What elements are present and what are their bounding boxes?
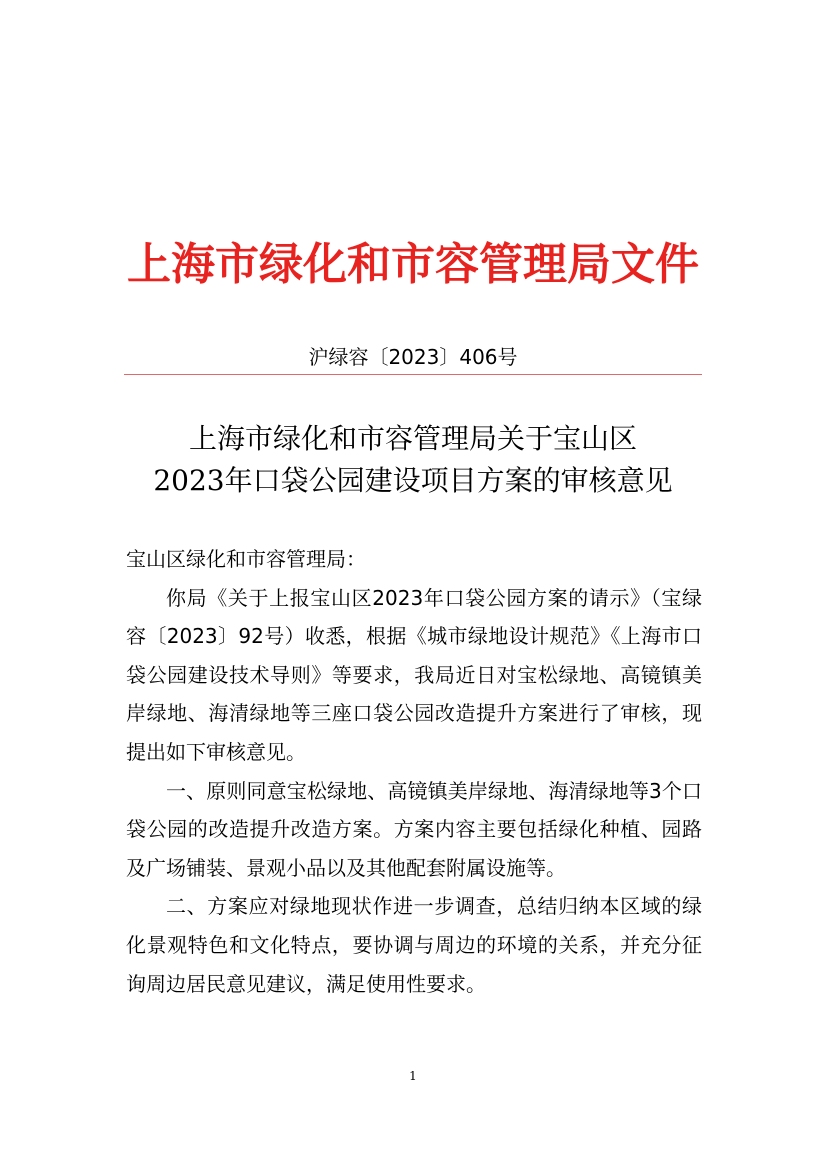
masthead-title: 上海市绿化和市容管理局文件 [127,239,699,290]
paragraph-1: 你局《关于上报宝山区2023年口袋公园方案的请示》（宝绿容〔2023〕92号）收悉，根据《城市绿地设计规范》《上海市口袋公园建设技术导则》等要求，我局近日对宝松绿地、高镜镇美岸绿地、海清绿地等三座口袋公园改造提升方案进行了审核，现提出如下审核意见。 [126,585,702,764]
title-line-1: 上海市绿化和市容管理局关于宝山区 [188,422,637,455]
document-body [126,540,702,1003]
addressee: 宝山区绿化和市容管理局： [126,547,366,571]
paragraph-3: 二、方案应对绿地现状作进一步调查，总结归纳本区域的绿化景观特色和文化特点，要协调与周边的环境的关系，并充分征询周边居民意见建议，满足使用性要求。 [126,894,702,996]
title-line-2: 2023年口袋公园建设项目方案的审核意见 [153,464,673,497]
document-title [0,418,826,502]
red-divider-line [124,374,702,375]
paragraph-2: 一、原则同意宝松绿地、高镜镇美岸绿地、海清绿地等3个口袋公园的改造提升改造方案。方案内容主要包括绿化种植、园路及广场铺装、景观小品以及其他配套附属设施等。 [126,778,702,880]
document-number: 沪绿容〔2023〕406号 [308,345,518,369]
page-number: 1 [409,1069,417,1083]
